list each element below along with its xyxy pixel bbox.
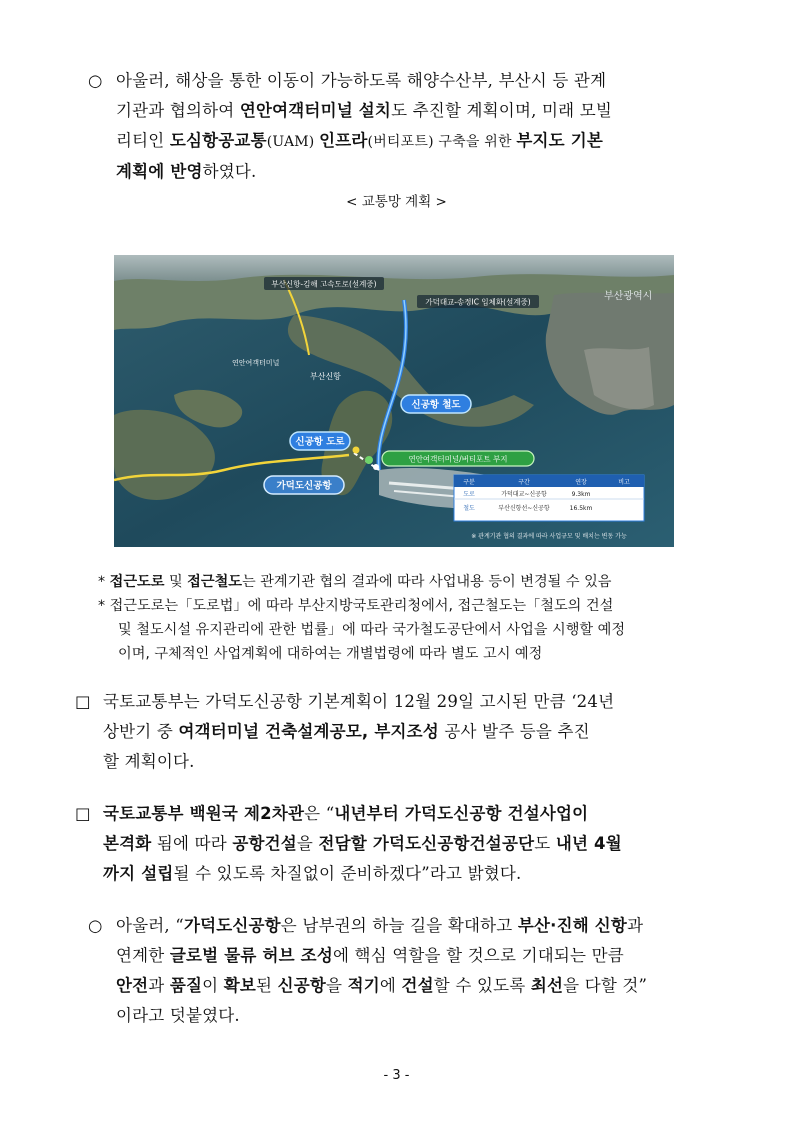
page-number: - 3 - [383, 1068, 410, 1083]
table-cell: 16.5km [569, 505, 593, 512]
emphasis: 본격화 [103, 834, 152, 853]
emphasis: 부산·진해 신항 [517, 916, 628, 935]
line: 할 계획이다. [103, 752, 195, 771]
emphasis: 연안여객터미널 설치 [239, 101, 392, 120]
table-header: 비고 [618, 479, 630, 486]
square-bullet: □ [75, 692, 91, 711]
emphasis: 내년부터 가덕도신공항 건설사업이 [334, 804, 589, 823]
emphasis: 글로벌 물류 허브 조성 [169, 946, 333, 965]
line: 상반기 중 여객터미널 건축설계공모, 부지조성 공사 발주 등을 추진 [103, 722, 590, 741]
line: 아울러, 해상을 통한 이동이 가능하도록 해양수산부, 부산시 등 관계 [116, 71, 607, 90]
emphasis: 접근철도 [187, 574, 242, 590]
line: 국토교통부 백원국 제2차관은 “내년부터 가덕도신공항 건설사업이 [103, 804, 589, 823]
emphasis: 부지도 기본 [516, 131, 603, 150]
line: 이라고 덧붙였다. [116, 1006, 240, 1025]
line: 계획에 반영하였다. [116, 162, 257, 181]
table-cell: 도로 [463, 491, 475, 498]
paragraph-vice-minister [75, 799, 735, 889]
paragraph-closing-quote [88, 911, 738, 1031]
square-bullet: □ [75, 804, 91, 823]
emphasis: 접근도로 [109, 574, 165, 590]
circle-bullet: ○ [88, 71, 103, 90]
emphasis: 전담할 가덕도신공항건설공단 [318, 834, 535, 853]
table-cell: 가덕대교~신공항 [501, 491, 547, 498]
note-line: 이며, 구체적인 사업계획에 대하여는 개별법령에 따라 별도 고시 예정 [118, 646, 543, 662]
emphasis: 인프라 [319, 131, 368, 150]
note-2 [98, 594, 738, 666]
label-busan-city: 부산광역시 [604, 291, 653, 302]
table-header: 구간 [518, 479, 530, 486]
label-gadeok-ic: 가덕대교-송정IC 입체화(설계중) [425, 297, 531, 307]
line: 본격화 됨에 따라 공항건설을 전담할 가덕도신공항건설공단도 내년 4월 [103, 834, 622, 853]
line: 안전과 품질이 확보된 신공항을 적기에 건설할 수 있도록 최선을 다할 것” [116, 976, 648, 995]
figure-caption: < 교통망 계획 > [346, 194, 447, 210]
label-airport: 가덕도신공항 [276, 480, 332, 492]
line: 리티인 도심항공교통(UAM) 인프라(버티포트) 구축을 위한 부지도 기본 [116, 131, 603, 150]
label-highway: 부산신항-김해 고속도로(설계중) [271, 279, 377, 289]
label-terminal-site: 연안여객터미널/버티포트 부지 [408, 454, 508, 464]
line: 까지 설립될 수 있도록 차질없이 준비하겠다”라고 밝혔다. [103, 864, 522, 883]
line: 아울러, “가덕도신공항은 남부권의 하늘 길을 확대하고 부산·진해 신항과 [116, 916, 644, 935]
terminal-marker [365, 456, 373, 464]
line: 연계한 글로벌 물류 허브 조성에 핵심 역할을 할 것으로 기대되는 만큼 [116, 946, 624, 965]
label-busan-newport: 부산신항 [310, 372, 341, 381]
emphasis: 여객터미널 건축설계공모, 부지조성 [178, 722, 439, 741]
circle-bullet: ○ [88, 916, 103, 935]
emphasis: 국토교통부 백원국 제2차관 [103, 804, 305, 823]
emphasis: 내년 4월 [555, 834, 622, 853]
map-footnote: ※ 관계기관 협의 결과에 따라 사업규모 및 배치는 변동 가능 [471, 533, 627, 540]
emphasis: 가덕도신공항 [183, 916, 281, 935]
emphasis: 까지 설립 [103, 864, 174, 883]
label-road: 신공항 도로 [295, 436, 345, 448]
info-table [454, 475, 644, 521]
table-cell: 9.3km [571, 491, 591, 498]
paragraph-uam-infrastructure [88, 66, 728, 187]
paragraph-terminal-plan [75, 687, 735, 777]
label-rail: 신공항 철도 [411, 399, 461, 411]
table-cell: 부산신항선~신공항 [498, 505, 550, 512]
label-yeonan: 연안여객터미널 [232, 359, 280, 367]
table-header: 연장 [575, 479, 587, 486]
transport-network-map [114, 255, 674, 547]
table-header: 구분 [463, 479, 475, 486]
line: 기관과 협의하여 연안여객터미널 설치도 추진할 계획이며, 미래 모빌 [116, 101, 612, 120]
note-line: 및 철도시설 유지관리에 관한 법률」에 따라 국가철도공단에서 사업을 시행할 예정 [118, 622, 626, 638]
emphasis: 도심항공교통 [169, 131, 267, 150]
emphasis: 계획에 반영 [116, 162, 203, 181]
table-cell: 철도 [463, 505, 475, 512]
note-1: * 접근도로 및 접근철도는 관계기관 협의 결과에 따라 사업내용 등이 변경될 수 있음 [98, 574, 612, 590]
note-line: * 접근도로는「도로법」에 따라 부산지방국토관리청에서, 접근철도는「철도의 건설 [98, 598, 614, 614]
line: 국토교통부는 가덕도신공항 기본계획이 12월 29일 고시된 만큼 ‘24년 [103, 692, 615, 711]
emphasis: 공항건설 [232, 834, 297, 853]
